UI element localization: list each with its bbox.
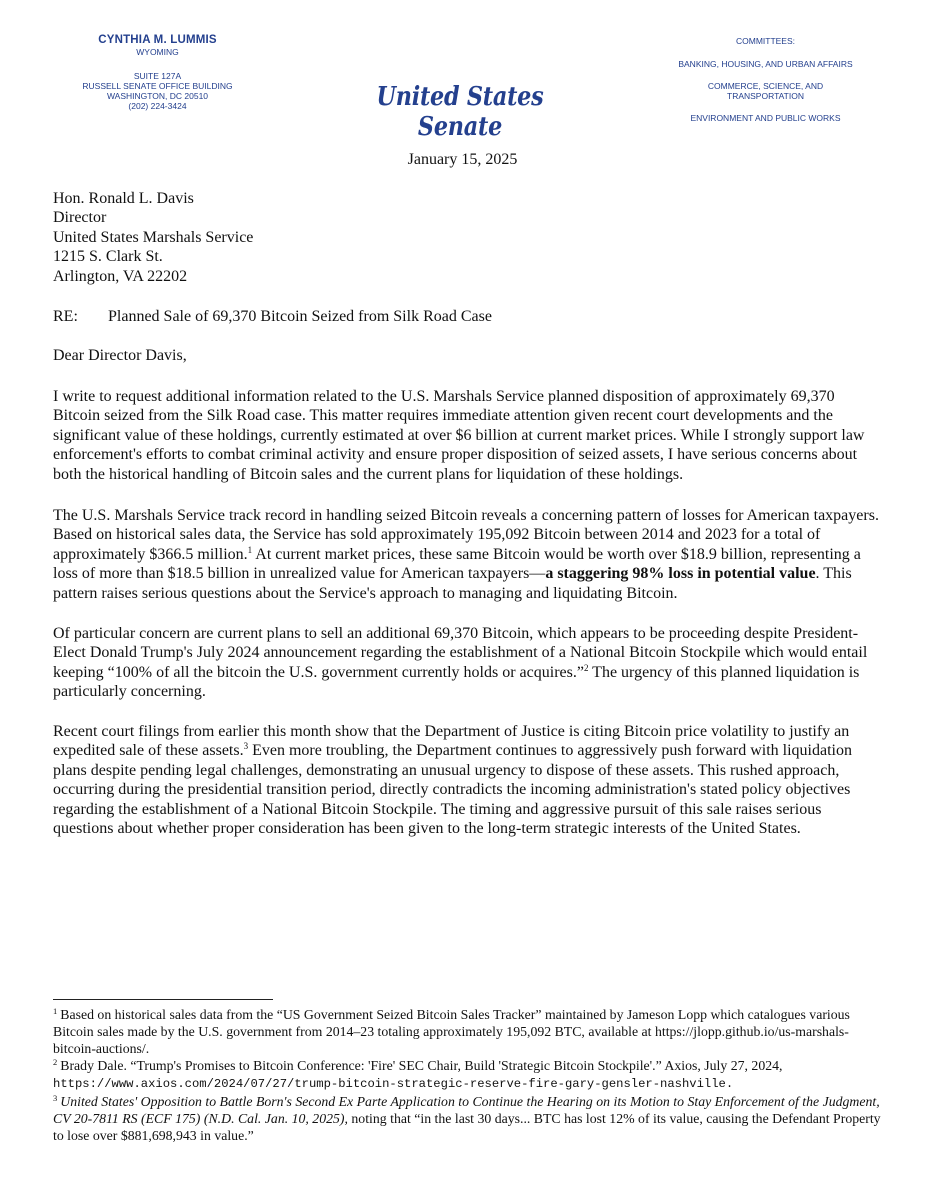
recipient-line: Arlington, VA 22202 <box>53 267 188 285</box>
paragraph-text: Recent court filings from earlier this month show that the Department of Justice is citing Bitcoin price volatility to justify an expedited sale of these assets. <box>53 723 850 760</box>
paragraph-text: At current market prices, these same Bitcoin would be worth over $18.9 billion, representing a loss of more than $18.5 billion in unrealized value for American taxpayers— <box>53 545 861 583</box>
letter-date: January 15, 2025 <box>407 151 518 168</box>
footnote-ref: 1 <box>247 544 253 555</box>
recipient-line: 1215 S. Clark St. <box>53 248 163 266</box>
senator-state: WYOMING <box>136 47 179 57</box>
committee-item: BANKING, HOUSING, AND URBAN AFFAIRS <box>678 59 853 69</box>
recipient-line: Director <box>53 209 107 227</box>
senator-letterhead <box>70 34 245 111</box>
paragraph-text: . This pattern raises serious questions about the Service's approach to managing and liquidating Bitcoin. <box>53 565 852 602</box>
footnote-1 <box>53 1006 883 1057</box>
paragraph-2 <box>53 506 883 603</box>
paragraph-4 <box>53 722 883 838</box>
paragraph-3 <box>53 624 883 702</box>
subject-label: RE: <box>53 308 78 325</box>
footnote-text: Brady Dale. “Trump's Promises to Bitcoin Conference: 'Fire' SEC Chair, Build 'Strategic Bitcoin Stockpile'.” Axios, July 27, 2024, <box>60 1058 783 1073</box>
address-line: WASHINGTON, DC 20510 <box>106 91 209 101</box>
office-address <box>70 71 245 111</box>
paragraph-text: Of particular concern are current plans to sell an additional 69,370 Bitcoin, which appears to be proceeding despite President-Elect Donald Trump's July 2024 announcement regarding the establishment of a National Bitcoin Stockpile which would entail keeping “100% of all the bitcoin the U.S. government currently holds or acquires.” <box>53 625 868 681</box>
emphasis-text: a staggering 98% loss in potential value <box>545 565 816 583</box>
salutation: Dear Director Davis, <box>53 347 187 364</box>
paragraph-1 <box>53 387 883 484</box>
footnote-text: Based on historical sales data from the “US Government Seized Bitcoin Sales Tracker” maintained by Jameson Lopp which catalogues various Bitcoin sales made by the U.S. government from 2014–23 totaling approximately 195,092 BTC, available at https://jlopp.github.io/us-marshals-bitcoin-auctions/. <box>53 1007 850 1056</box>
address-line: (202) 224-3424 <box>128 101 187 111</box>
committees-heading: COMMITTEES: <box>735 36 796 46</box>
committee-item: COMMERCE, SCIENCE, AND TRANSPORTATION <box>707 81 824 101</box>
subject-line <box>53 307 883 326</box>
footnote-divider <box>53 999 273 1000</box>
footnote-number: 2 <box>53 1057 58 1067</box>
paragraph-text: I write to request additional information related to the U.S. Marshals Service planned disposition of approximately 69,370 Bitcoin seized from the Silk Road case. This matter requires immediate attention given recent court developments and the significant value of these holdings, currently estimated at over $6 billion at current market prices. While I strongly support law enforcement's efforts to combat criminal activity and ensure proper disposition of seized assets, I have serious concerns about both the historical handling of Bitcoin sales and the current plans for liquidation of these holdings. <box>53 388 865 483</box>
subject-text: Planned Sale of 69,370 Bitcoin Seized from Silk Road Case <box>108 308 492 325</box>
footnote-number: 3 <box>53 1093 58 1103</box>
committees-block <box>678 36 853 135</box>
committee-item: ENVIRONMENT AND PUBLIC WORKS <box>690 113 841 123</box>
address-line: RUSSELL SENATE OFFICE BUILDING <box>82 81 233 91</box>
senator-name: CYNTHIA M. LUMMIS <box>98 34 217 46</box>
footnote-number: 1 <box>53 1006 58 1016</box>
paragraph-text: The U.S. Marshals Service track record in handling seized Bitcoin reveals a concerning pattern of losses for American taxpayers. Based on historical sales data, the Service has sold approximately 195,092 Bitcoin between 2014 and 2023 for a total of approximately $366.5 million. <box>53 507 879 563</box>
recipient-line: Hon. Ronald L. Davis <box>53 190 194 207</box>
footnote-2 <box>53 1057 883 1093</box>
footnotes <box>53 1006 883 1144</box>
paragraph-text: Even more troubling, the Department continues to aggressively push forward with liquidation plans despite pending legal challenges, demonstrating an unusual urgency to dispose of these assets. This rushed approach, occurring during the presidential transition period, directly contradicts the incoming administration's stated policy objectives regarding the establishment of a National Bitcoin Stockpile. The timing and aggressive pursuit of this sale raises serious questions about whether proper consideration has been given to the long-term strategic interests of the United States. <box>53 742 852 838</box>
recipient-line: United States Marshals Service <box>53 228 254 246</box>
footnote-3 <box>53 1093 883 1144</box>
footnote-url: https://www.axios.com/2024/07/27/trump-bitcoin-strategic-reserve-fire-gary-gensler-nashville. <box>53 1077 734 1091</box>
footnote-ref: 3 <box>243 741 249 752</box>
footnote-text: noting that “in the last 30 days... BTC has lost 12% of its value, causing the Defendant Property to lose over $881,698,943 in value.” <box>53 1111 881 1143</box>
address-line: SUITE 127A <box>133 71 182 81</box>
paragraph-text: The urgency of this planned liquidation is particularly concerning. <box>53 663 860 701</box>
senate-seal-title: United States Senate <box>376 82 544 142</box>
case-citation: United States' Opposition to Battle Born's Second Ex Parte Application to Continue the Hearing on its Motion to Stay Enforcement of the Judgment, CV 20-7811 RS (ECF 175) (N.D. Cal. Jan. 10, 2025), <box>53 1094 880 1126</box>
footnote-ref: 2 <box>583 662 589 673</box>
recipient-address <box>53 189 883 286</box>
